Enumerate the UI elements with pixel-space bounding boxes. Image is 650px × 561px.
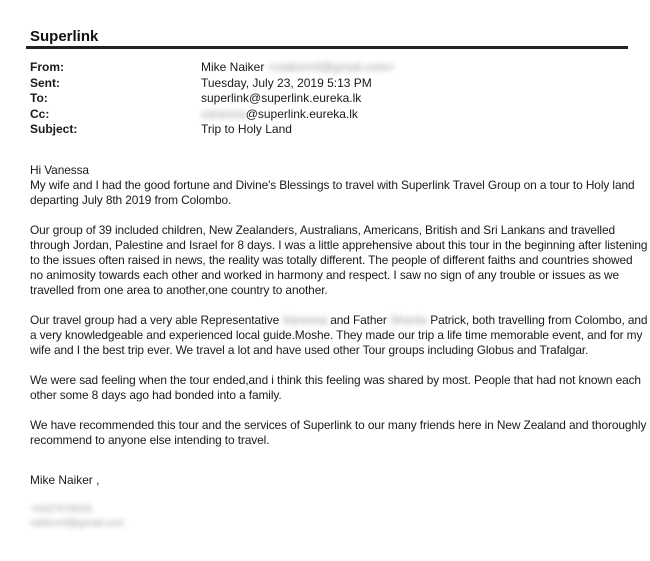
cc-domain: @superlink.eureka.lk (245, 106, 358, 121)
signature-name: Mike Naiker , (30, 473, 100, 487)
p3-text: Our travel group had a very able Representative (30, 313, 283, 327)
paragraph-2-line: through Jordan, Palestine and Israel for 8 days. I was a little apprehensive about this tour in the beginning after listening (30, 238, 648, 252)
sender-name: Mike Naiker (201, 60, 265, 74)
cc-value (201, 107, 358, 123)
sent-value: Tuesday, July 23, 2019 5:13 PM (201, 75, 372, 90)
paragraph-5-line: recommend to anyone else intending to travel. (30, 433, 270, 447)
subject-row (30, 122, 395, 138)
paragraph-3-line (30, 313, 648, 328)
paragraph-2-line: to the issues often raised in news, the reality was totally different. The people of different faiths and countries showed (30, 253, 633, 267)
paragraph-1-line: departing July 8th 2019 from Colombo. (30, 193, 232, 207)
cc-row (30, 107, 395, 123)
representative-name-redacted: Vanessa (282, 313, 328, 327)
paragraph-3-line: a very knowledgeable and experienced local guide.Moshe. They made our trip a life time memorable event, and for my (30, 328, 643, 342)
sent-label: Sent: (30, 75, 60, 90)
cc-label: Cc: (30, 106, 50, 121)
greeting: Hi Vanessa (30, 163, 89, 177)
paragraph-1-line: My wife and I had the good fortune and Divine's Blessings to travel with Superlink Travel Group on a tour to Holy land (30, 178, 635, 192)
from-label: From: (30, 60, 64, 74)
paragraph-2-line: no animosity towards each other and worked in harmony and respect. I saw no sign of any trouble or issues as we (30, 268, 620, 282)
to-value: superlink@superlink.eureka.lk (201, 91, 362, 105)
subject-label: Subject: (30, 122, 78, 136)
sent-row (30, 76, 395, 92)
paragraph-4-line: We were sad feeling when the tour ended,and i think this feeling was shared by most. People that had not known each (30, 373, 641, 387)
organization-name: Superlink (30, 28, 99, 45)
email-headers (30, 60, 395, 138)
cc-name-redacted: vanessa (201, 106, 246, 121)
email-body (30, 163, 648, 448)
sender-email-redacted: <naikermf@gmail.com> (267, 60, 395, 74)
paragraph-4-line: other some 8 days ago had bonded into a family. (30, 388, 282, 402)
signature-phone-redacted: +6427676026 (30, 504, 92, 515)
from-row (30, 60, 395, 76)
paragraph-5-line: We have recommended this tour and the services of Superlink to our many friends here in New Zealand and thoroughly (30, 418, 647, 432)
p3-text: Patrick, both travelling from Colombo, and (427, 313, 648, 327)
subject-value: Trip to Holy Land (201, 122, 292, 136)
paragraph-2-line: travelled from one area to another,one country to another. (30, 283, 328, 297)
title-divider (26, 46, 628, 49)
paragraph-3-line: wife and I the best trip ever. We travel a lot and have used other Tour groups including Globus and Trafalgar. (30, 343, 589, 357)
father-name-redacted: Shanta (389, 313, 428, 327)
paragraph-2-line: Our group of 39 included children, New Zealanders, Australians, Americans, British and Sri Lankans and travelled (30, 223, 615, 237)
from-value (201, 60, 395, 76)
to-label: To: (30, 91, 48, 105)
to-row (30, 91, 395, 107)
signature-email-redacted: naikermf@gmail.com (30, 518, 125, 529)
p3-text: and Father (327, 313, 390, 327)
